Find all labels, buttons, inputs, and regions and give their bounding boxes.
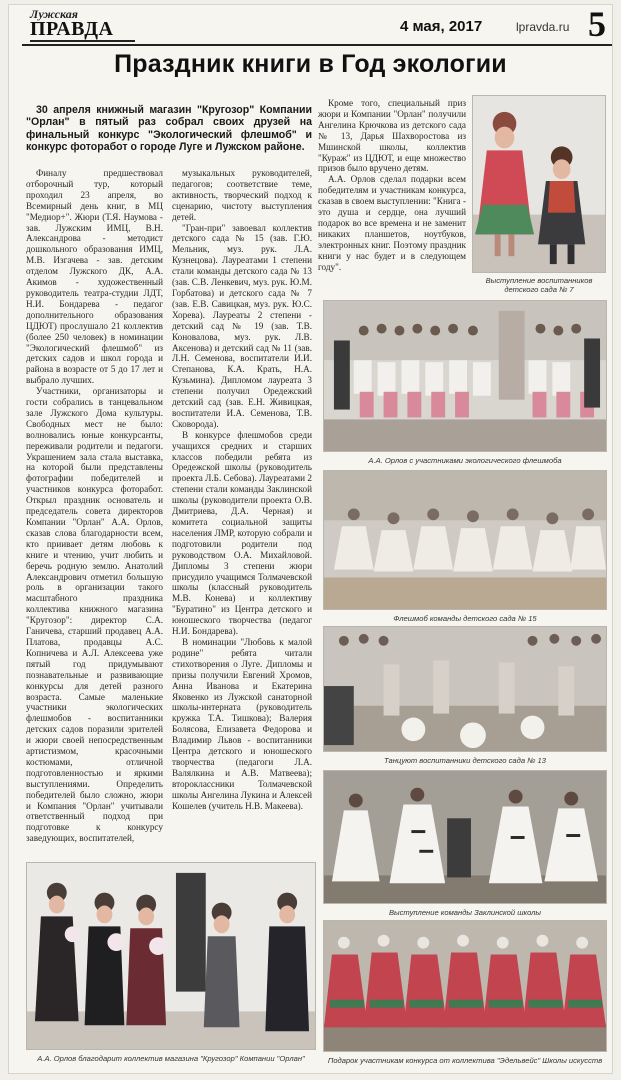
paragraph: В конкурсе флешмобов среди учащихся средних и старших классов победили ребята из Оредежской школы (руководитель проекта Л.Б. Себова). Лауреатами 2 степени стали команды Заклинской школы (руководители проекта О.В. Дмитриева, Д.А. Черная) и комитета социальной защиты населения ЛМР, которую собрали и подготовили родители под руководством О.А. Михайловой. Дипломы 3 степени жюри присудило учащимся Толмачевской школы (классный руководитель М.В. Конева) и коллективу "Буратино" из Центра детского и юношеского творчества (педагог Н.И. Бондарева). — [172, 429, 312, 637]
issue-date: 4 мая, 2017 — [400, 18, 483, 35]
logo-main-text: ПРАВДА — [30, 18, 114, 40]
site-url: lpravda.ru — [516, 20, 570, 34]
logo-top-text: Лужская — [30, 7, 78, 21]
article-lead: 30 апреля книжный магазин "Кругозор" Компании "Орлан" в пятый раз собрал своих друзей на финальный конкурс "Экологический флешмоб" и конкурс фоторабот о городе Луге и Лужском районе. — [26, 104, 312, 154]
paragraph: В номинации "Любовь к малой родине" ребята читали стихотворения о Луге. Дипломы и призы получили Евгений Хромов, Анна Иванова и Екатерина Яковенко из Лужской санаторной школы-интерната (руководитель кружка Т.А. Тишкова); Валерия Болясова, Елизавета Федорова и Владимир Львов - воспитанники Центра детского и юношеского творчества (педагоги Л.А. Валялкина и А.В. Матвеева); второклассники Толмачевской школы Ангелина Лукина и Алексей Кошелев (учитель Н.В. Макеева). — [172, 636, 312, 811]
photo-zaklinsk-school — [323, 770, 607, 904]
photo-edelweiss — [323, 920, 607, 1052]
photo-flashmob-15 — [323, 470, 607, 610]
photo-caption: А.А. Орлов благодарит коллектив магазина "Кругозор" Компании "Орлан" — [37, 1054, 305, 1063]
photo-caption: А.А. Орлов с участниками экологического флешмоба — [368, 456, 562, 465]
paragraph: музыкальных руководителей, педагогов; соответствие теме, активность, творческий подход к сценарию, чистоту выступления детей. — [172, 168, 312, 222]
photo-caption: Танцуют воспитанники детского сада № 13 — [384, 756, 546, 765]
photo-group-flashmob — [323, 300, 607, 452]
paragraph: Финалу предшествовал отборочный тур, который проходил 23 апреля, во Всемирный день книг, в МЦ "Медиор+". Жюри (Т.Я. Наумова - зав. Лужским ИМЦ, В.Н. Александрова - методист дошкольного образования ИМЦ, М.В. Изгачева - зав. детским отделом Лужского ДК, А.А. Акимов - художественный руководитель театра-студии ЛДТ, Н.И. Бондарева - педагог дополнительного образования ЦДЮТ) прослушало 21 коллектив (более 250 человек) в номинации "Экологический флешмоб" из детских садов и школ города и района в возрасте от 5 до 17 лет и выбрало лучших. — [26, 168, 163, 386]
paragraph: А.А. Орлов сделал подарки всем победителям и участникам конкурса, сказав в своем выступлении: "Книга - это душа и сердце, она лучший подарок во все времена и не заменит никаких планшетов, ноутбуков, электронных книг. Поэтому праздник книги у нас будет и в следующем году". — [318, 174, 466, 272]
paragraph: "Гран-при" завоевал коллектив детского сада № 15 (зав. Г.Ю. Мельник, муз. рук. Л.А. Кузнецова). Лауреатами 1 степени стали команды детского сада № 13 (зав. С.В. Ленкевич, муз. рук. Ю.М. Горбатова) и детского сада № 7 (зав. Е.В. Савицкая, муз. рук. Ю.С. Хорева). Лауреаты 2 степени - детский сад № 19 (зав. Т.В. Коновалова, муз. рук. Л.В. Аксенова) и детский сад № 11 (зав. Л.Н. Семенова, воспитатели И.И. Степанова, К.А. Крать, Н.А. Кузьмина). Дипломом лауреата 3 степени получил Оредежский детский сад (зав. Е.Н. Живицкая, воспитатели И.А. Семенова, Т.В. Сковорода). — [172, 222, 312, 429]
photo-caption: Подарок участникам конкурса от коллектива "Эдельвейс" Школы искусств — [327, 1056, 603, 1065]
article-column-1 — [26, 168, 163, 858]
paragraph: Участники, организаторы и гости собрались в танцевальном зале Лужского Дома культуры. Свободных мест не было: волновались юные конкурсанты, переживали родители и педагоги. Украшением зала стала выставка, на которой были представлены фотографии победителей и участников конкурса фоторабот. Открыл праздник основатель и председатель совета директоров Компании "Орлан" А.А. Орлов, сказав слова благодарности всем, кто приивает детям любовь к книге и чтению, учит любить и беречь родную землю. Анатолий Александрович отметил большую роль в организации такого масштабного праздника коллектива книжного магазина "Кругозор": директор С.А. Ганичева, старший продавец А.А. Платова, продавцы А.С. Копничева и А.Л. Алексеева уже пятый год придумывают познавательные и развивающие конкурсы для детей разного возраста. Самые маленькие участники экологических флешмобов - воспитанники детских садов поразили зрителей и жюри своей непосредственным артистизмом, красочными костюмами, отличной подготовленностью и яркими выступлениями. Определить победителей было сложно, жюри и Компания "Орлан" учитывали ответственный подход при подготовке к конкурсу заведующих, воспитателей, — [26, 386, 163, 844]
masthead — [8, 4, 604, 44]
photo-caption: Выступление команды Заклинской школы — [388, 908, 542, 917]
photo-caption: Выступление воспитанников детского сада № 7 — [485, 276, 593, 294]
photo-caption: Флешмоб команды детского сада № 15 — [393, 614, 537, 623]
page-number: 5 — [588, 4, 606, 44]
photo-dance-13 — [323, 626, 607, 752]
masthead-rule — [22, 44, 612, 46]
article-column-2 — [172, 168, 312, 858]
newspaper-logo — [30, 8, 140, 42]
paragraph: Кроме того, специальный приз жюри и Компании "Орлан" получили Ангелина Крючкова из детского сада № 13, Дарья Шахворостова из Мшинской школы, коллектив "Кураж" из ЦДЮТ, и еще множество призов было вручено детям. — [318, 98, 466, 174]
photo-kindergarten-7 — [472, 95, 606, 273]
article-headline: Праздник книги в Год экологии — [114, 50, 507, 78]
photo-orlov-thanks — [26, 862, 316, 1050]
logo-underline — [30, 40, 135, 42]
article-column-3 — [318, 98, 466, 296]
